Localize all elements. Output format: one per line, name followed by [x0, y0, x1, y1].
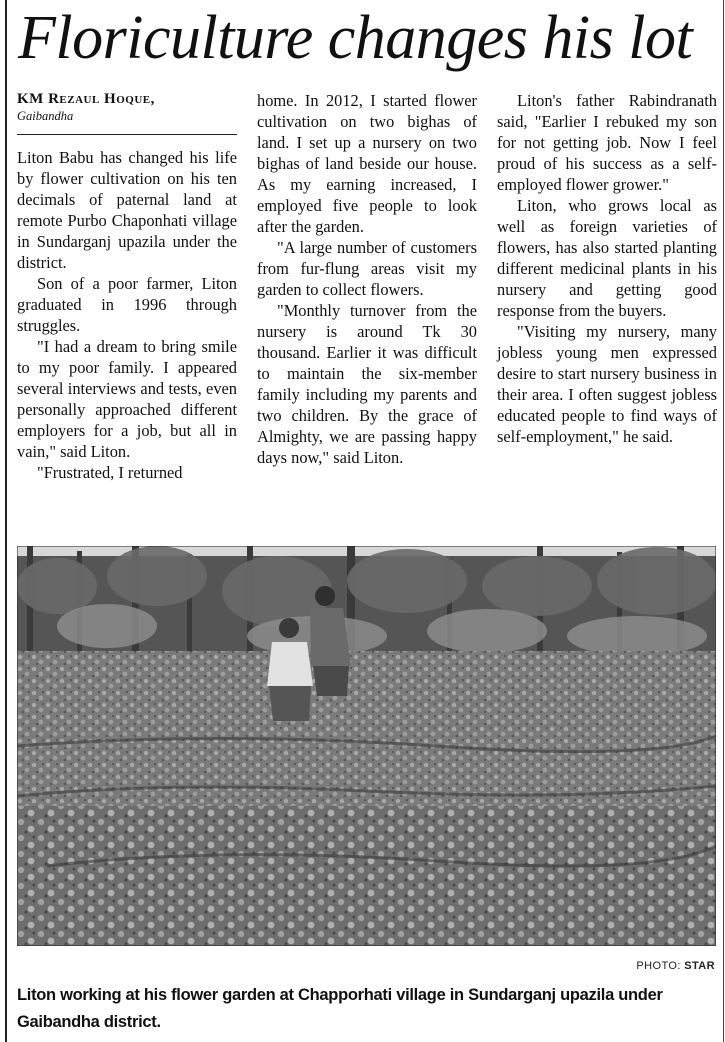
photo-caption: Liton working at his flower garden at Chapporhati village in Sundarganj upazila under Gaibandha district. [17, 986, 663, 1031]
page-border-left [5, 0, 7, 1042]
photo-credit-label: PHOTO: [636, 960, 681, 972]
article-photo [17, 546, 716, 946]
flower-garden-photo [17, 546, 716, 946]
byline-author: KM Rezaul Hoque, [17, 91, 155, 107]
byline-location: Gaibandha [17, 109, 74, 123]
photo-credit-source: STAR [684, 960, 715, 972]
article-column-1 [17, 90, 237, 483]
page-border-right [723, 0, 724, 1042]
paragraph: "Visiting my nursery, many jobless young men expressed desire to start nursery business in their area. I often suggest jobless educated people to find ways of self-employment," he said. [497, 322, 717, 446]
paragraph: "Frustrated, I returned [37, 463, 183, 482]
paragraph: Liton, who grows local as well as foreign varieties of flowers, has also started planting different medicinal plants in his nursery and getting good response from the buyers. [497, 196, 717, 320]
paragraph: home. In 2012, I started flower cultivation on two bighas of land. I set up a nursery on two bighas of land beside our house. As my earning increased, I employed five people to look after the garden. [257, 91, 477, 236]
paragraph: "Monthly turnover from the nursery is around Tk 30 thousand. Earlier it was difficult to maintain the six-member family including my parents and two children. By the grace of Almighty, we are passing happy days now," said Liton. [257, 301, 477, 467]
byline-divider [17, 134, 237, 135]
paragraph: Liton Babu has changed his life by flower cultivation on his ten decimals of paternal land at remote Purbo Chaponhati village in Sundarganj upazila under the district. [17, 148, 237, 272]
paragraph: Son of a poor farmer, Liton graduated in 1996 through struggles. [17, 274, 237, 335]
photo-credit [636, 960, 715, 972]
article-column-2 [257, 90, 477, 468]
paragraph: "I had a dream to bring smile to my poor family. I appeared several interviews and tests, even personally approached different employers for a job, but all in vain," said Liton. [17, 337, 237, 461]
article-column-3 [497, 90, 717, 447]
paragraph: "A large number of customers from fur-flung areas visit my garden to collect flowers. [257, 238, 477, 299]
paragraph: Liton's father Rabindranath said, "Earlier I rebuked my son for not getting job. Now I feel proud of his success as a self-employed flower grower." [497, 91, 717, 194]
article-headline: Floriculture changes his lot [18, 4, 693, 72]
